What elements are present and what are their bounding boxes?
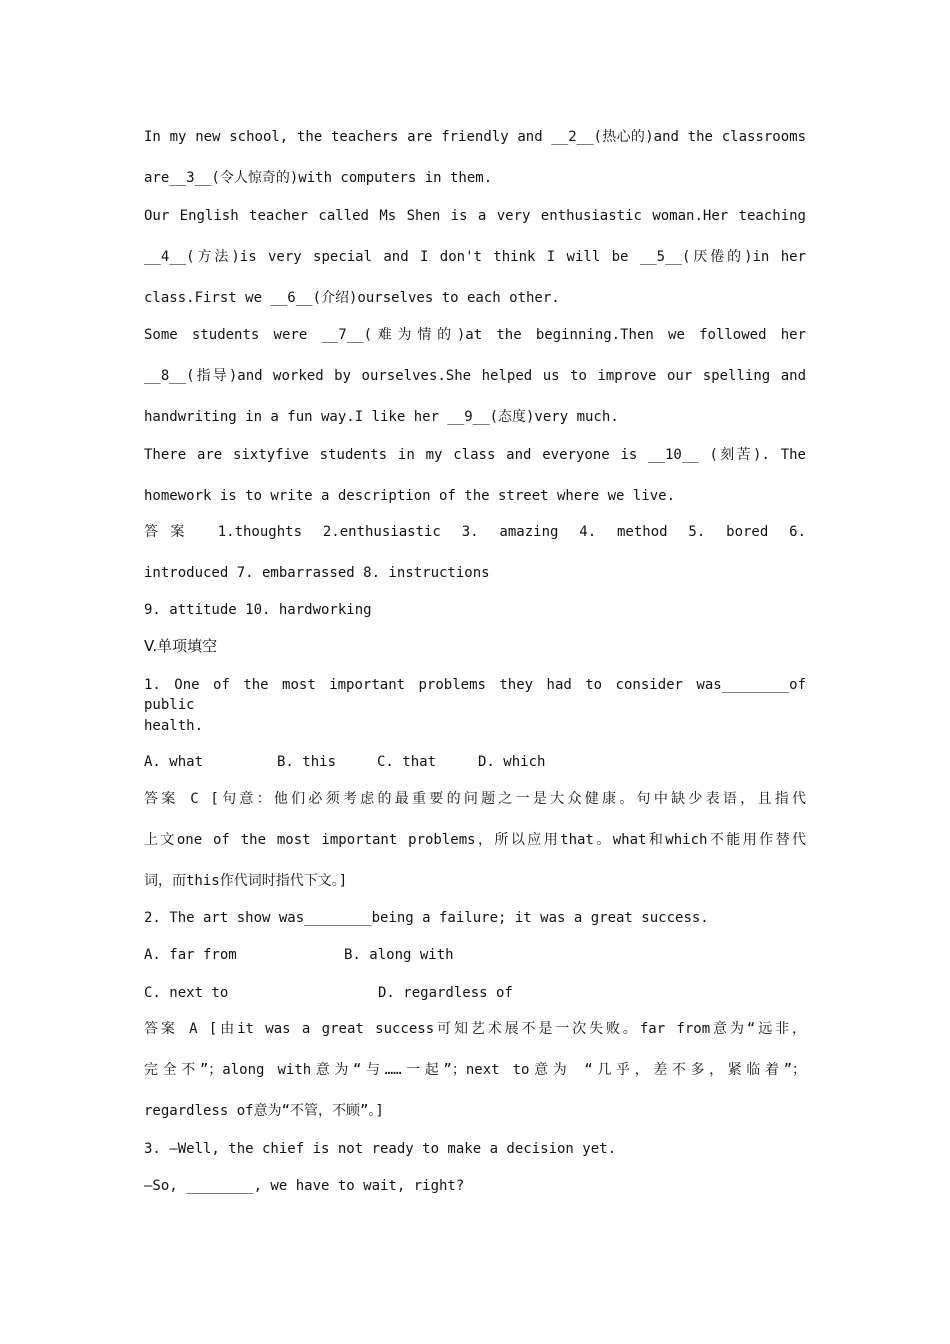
question-stem: health. [144, 718, 204, 734]
option-d: D. regardless of [378, 985, 513, 1001]
option-c: C. next to [144, 985, 229, 1001]
passage-line: Our English teacher called Ms Shen is a very enthusiastic woman.Her teaching [144, 208, 806, 224]
passage-line: In my new school, the teachers are friendly and __2__(热心的)and the classrooms [144, 129, 806, 145]
answer-explanation: 完全不”；along with意为“与……一起”；next to意为 “几乎，差不多，紧临着”； [144, 1062, 806, 1078]
option-d: D. which [478, 754, 546, 770]
question-stem: 1. One of the most important problems they had to consider was________of public [144, 677, 806, 713]
passage-line: homework is to write a description of the street where we live. [144, 488, 676, 504]
answer-explanation: regardless of意为“不管，不顾”。] [144, 1103, 384, 1119]
option-a: A. far from [144, 947, 237, 963]
question-options [144, 752, 806, 772]
answer-key-line: 答案 1.thoughts 2.enthusiastic 3. amazing 4. method 5. bored 6. [144, 524, 806, 540]
answer-key-line: introduced 7. embarrassed 8. instructions [144, 565, 490, 581]
option-b: B. this [277, 754, 337, 770]
passage-line: There are sixtyfive students in my class and everyone is __10__ (刻苦). The [144, 447, 806, 463]
passage-line: handwriting in a fun way.I like her __9__(态度)very much. [144, 409, 619, 425]
option-b: B. along with [344, 947, 454, 963]
passage-line: are__3__(令人惊奇的)with computers in them. [144, 170, 493, 186]
answer-explanation: 词，而this作代词时指代下文。] [144, 873, 348, 889]
answer-explanation: 答案 A [由it was a great success可知艺术展不是一次失败。far from意为“远非， [144, 1021, 806, 1037]
option-a: A. what [144, 754, 204, 770]
passage-line: __8__(指导)and worked by ourselves.She helped us to improve our spelling and [144, 368, 806, 384]
question-stem: 3. —Well, the chief is not ready to make a decision yet. [144, 1141, 617, 1157]
passage-line: Some students were __7__(难为情的)at the beginning.Then we followed her [144, 327, 806, 343]
answer-explanation: 上文one of the most important problems，所以应用that。what和which不能用作替代 [144, 832, 806, 848]
question-stem: 2. The art show was________being a failure; it was a great success. [144, 910, 709, 926]
section-title: V.单项填空 [144, 637, 218, 655]
answer-explanation: 答案 C [句意：他们必须考虑的最重要的问题之一是大众健康。句中缺少表语，且指代 [144, 791, 806, 807]
passage-line: __4__(方法)is very special and I don't think I will be __5__(厌倦的)in her [144, 249, 806, 265]
passage-line: class.First we __6__(介绍)ourselves to each other. [144, 290, 560, 306]
question-options [144, 983, 806, 1003]
question-stem: —So, ________, we have to wait, right? [144, 1178, 465, 1194]
option-c: C. that [377, 754, 437, 770]
answer-key-line: 9. attitude 10. hardworking [144, 602, 372, 618]
question-options [144, 945, 806, 965]
